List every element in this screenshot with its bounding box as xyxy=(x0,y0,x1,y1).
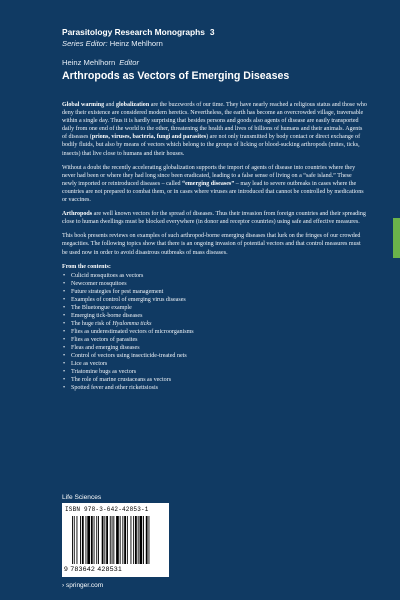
series-title xyxy=(62,27,215,37)
text-run: Without a doubt the recently accelerating globalization supports the import of agents of disease into countries where they never had been or where they had long since been eradicated, leading to a false sense of living on a “safe island.” These newly imported or reintroduced diseases – called xyxy=(62,164,356,187)
list-item: • Flies as underestimated vectors of microorganisms xyxy=(62,328,367,336)
list-item: • Lice as vectors xyxy=(62,360,367,368)
series-editor-name: Heinz Mehlhorn xyxy=(109,39,163,48)
bold-term: globalization xyxy=(115,102,150,108)
contents-list xyxy=(62,272,367,393)
list-item: • Culicid mosquitoes as vectors xyxy=(62,272,367,280)
series-name: Parasitology Research Monographs xyxy=(62,27,205,37)
list-item: • Fleas and emerging diseases xyxy=(62,344,367,352)
paragraph-1 xyxy=(62,101,367,158)
list-item xyxy=(62,320,367,328)
category-label: Life Sciences xyxy=(62,494,102,501)
text-run: are the buzzwords of our time. They have nearly reached a religious status and those who deny their existence are considered modern heretics. Nevertheless, the earth has become an overcrowded village, traversable within a single day. Thus it is hardly surprising that besides persons and goods also agents of disease are easily transported daily from one end of the world to the other, threatening the health and lives of billions of humans and their animals. Agents of diseases ( xyxy=(62,102,367,141)
text-run: – may lead to severe outbreaks in cases where the countries are not prepared to combat them, or in cases where viruses are introduced that cannot be controlled by medications or vaccines. xyxy=(62,180,364,204)
website-link[interactable]: › springer.com xyxy=(62,582,104,589)
series-number: 3 xyxy=(209,27,215,37)
series-block xyxy=(62,27,215,48)
bold-term: “emerging diseases” xyxy=(182,180,235,187)
contents-heading: From the contents: xyxy=(62,263,111,270)
paragraph-3 xyxy=(62,210,367,226)
list-item: • The Bluetongue example xyxy=(62,304,367,312)
bold-term: Global warming xyxy=(62,102,105,108)
text-run: are well known vectors for the spread of diseases. Thus their invasion from foreign countries and their spreading close to human dwellings must be blocked everywhere (in donor and receptor countries) using safe and effective measures. xyxy=(62,211,366,226)
series-editor-label: Series Editor: xyxy=(62,39,108,48)
text-run: This book presents reviews on examples of such arthropod-borne emerging diseases that lurk on the fringes of our crowded megacities. The following topics show that there is an ongoing invasion of potential vectors and that control measures must be used now in order to avoid disastrous outbreaks of mass diseases. xyxy=(62,233,361,256)
book-editor-line xyxy=(62,58,139,67)
species-name: Hyalomma ticks xyxy=(112,320,152,327)
isbn-text: ISBN 978-3-642-42853-1 xyxy=(65,506,149,513)
bold-term: Arthropods xyxy=(62,211,93,218)
list-item: • The role of marine crustaceans as vectors xyxy=(62,376,367,384)
paragraph-2 xyxy=(62,164,367,204)
list-item: • Future strategies for pest management xyxy=(62,288,367,296)
list-item: • Examples of control of emerging virus diseases xyxy=(62,296,367,304)
bold-term: prions, viruses, bacteria, fungi and parasites xyxy=(91,134,207,141)
book-title: Arthropods as Vectors of Emerging Diseases xyxy=(62,70,290,82)
list-item-text: The huge risk of xyxy=(71,320,113,327)
list-item: • Newcomer mosquitoes xyxy=(62,280,367,288)
text-run: and xyxy=(104,102,116,108)
list-item: • Triatomine bugs as vectors xyxy=(62,368,367,376)
barcode-panel xyxy=(62,503,169,577)
series-editor xyxy=(62,39,215,48)
text-run: ) are not only transmitted by body contact or direct exchange of bodily fluids, but also by means of vectors which belong to the groups of licking or blood-sucking arthropods (mites, ticks, insects) that live close to humans and their houses. xyxy=(62,134,361,157)
list-item: • Flies as vectors of parasites xyxy=(62,336,367,344)
barcode-digits: 9 783642 428531 xyxy=(64,566,123,573)
blurb-text xyxy=(62,101,367,392)
book-editor-role: Editor xyxy=(119,58,140,67)
list-item: • Emerging tick-borne diseases xyxy=(62,312,367,320)
paragraph-4 xyxy=(62,232,367,256)
list-item: • Spotted fever and other rickettsiosis xyxy=(62,384,367,392)
book-editor-name: Heinz Mehlhorn xyxy=(62,58,116,67)
green-edge-tab xyxy=(393,218,400,258)
barcode-icon xyxy=(72,516,162,566)
list-item: • Control of vectors using insecticide-treated nets xyxy=(62,352,367,360)
